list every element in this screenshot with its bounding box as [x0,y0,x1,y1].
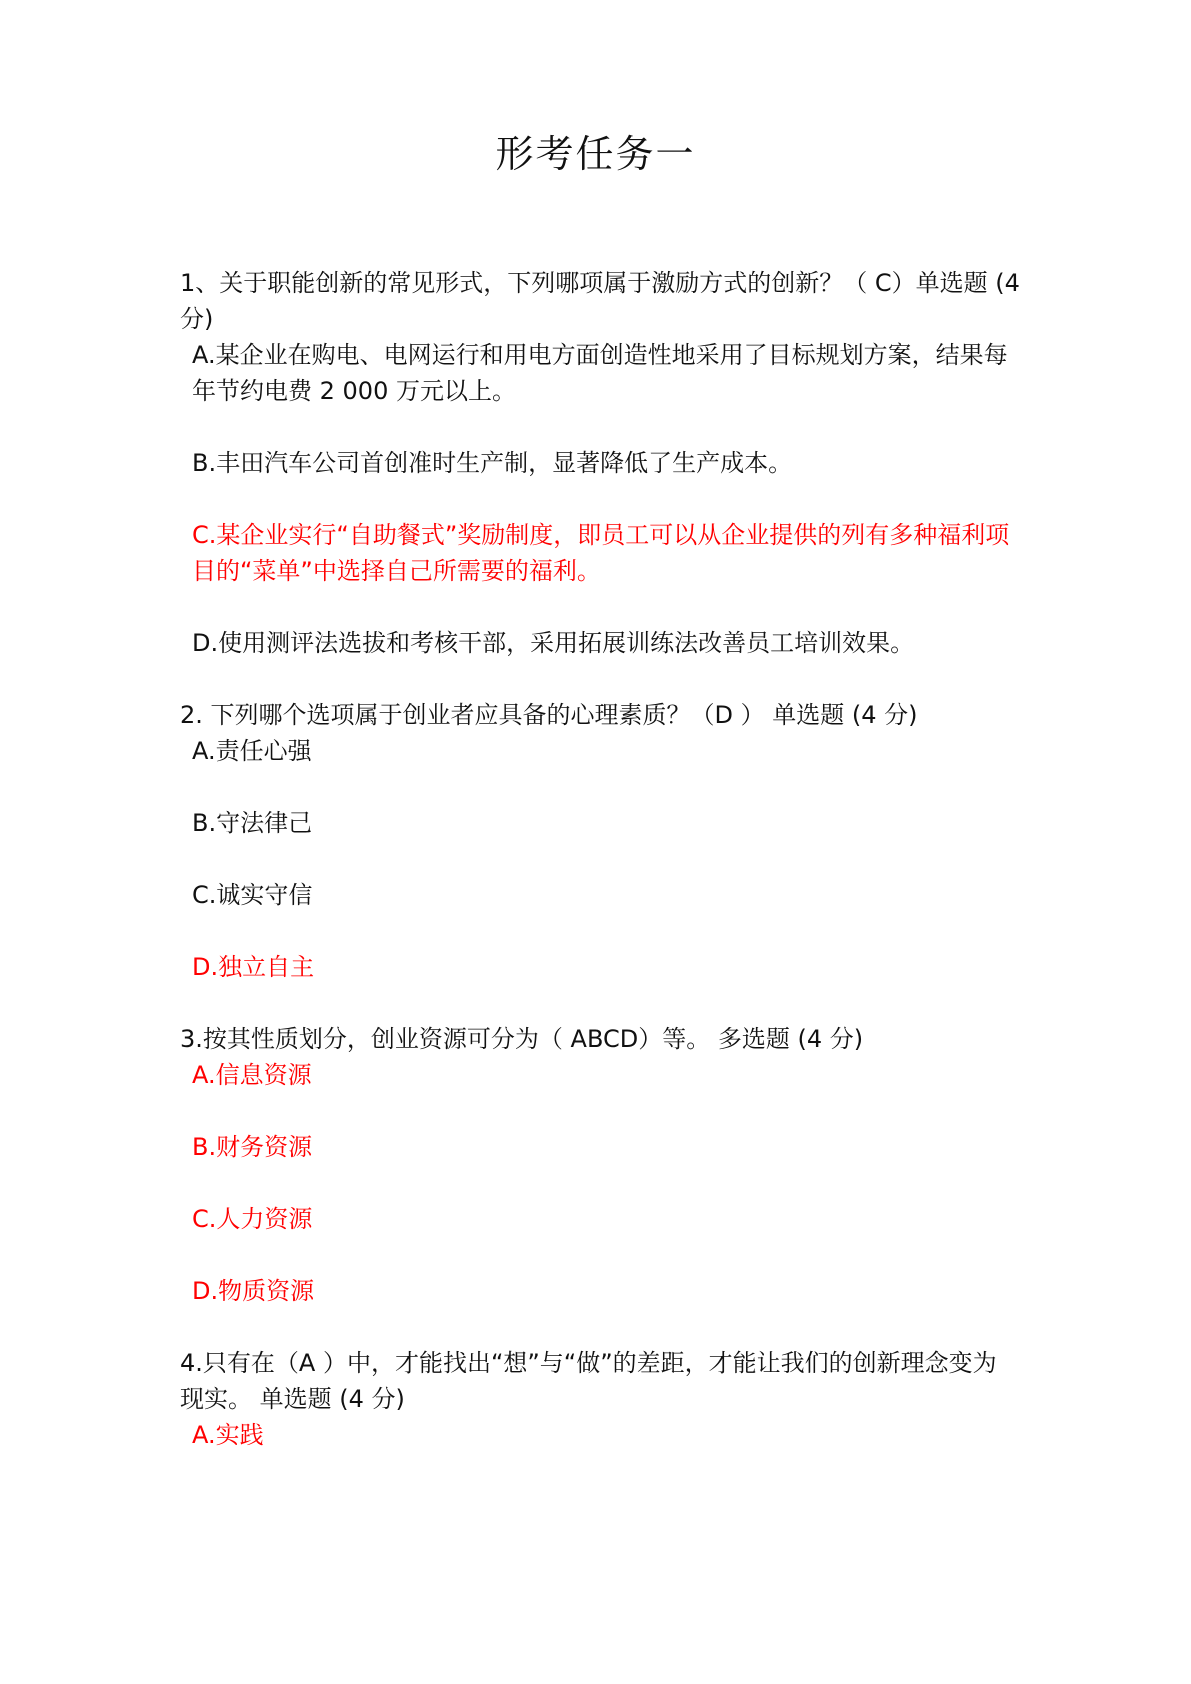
option-a-correct: A.实践 [192,1421,264,1449]
question-2 [180,697,1020,1021]
question-1 [180,265,1020,697]
option-d-correct: D.独立自主 [192,953,315,981]
option-b-correct: B.财务资源 [192,1133,313,1161]
option-d-correct: D.物质资源 [192,1277,315,1305]
page-title: 形考任务一 [495,132,696,176]
option-b: B.守法律己 [192,809,313,837]
question-list [180,265,1020,1453]
option-c-correct: C.人力资源 [192,1205,313,1233]
option-c-correct: C.某企业实行“自助餐式”奖励制度，即员工可以从企业提供的列有多种福利项目的“菜单”中选择自己所需要的福利。 [192,521,1010,585]
option-a: A.责任心强 [192,737,312,765]
question-4 [180,1345,1020,1453]
question-stem: 2. 下列哪个选项属于创业者应具备的心理素质？（D ） 单选题 (4 分) [180,701,918,729]
question-stem: 1、关于职能创新的常见形式，下列哪项属于激励方式的创新？（ C）单选题 (4 分) [180,269,1020,333]
question-3 [180,1021,1020,1345]
option-a: A.某企业在购电、电网运行和用电方面创造性地采用了目标规划方案，结果每年节约电费 2 000 万元以上。 [192,341,1008,405]
option-c: C.诚实守信 [192,881,313,909]
option-a-correct: A.信息资源 [192,1061,312,1089]
question-stem: 3.按其性质划分，创业资源可分为（ ABCD）等。 多选题 (4 分) [180,1025,864,1053]
option-b: B.丰田汽车公司首创准时生产制，显著降低了生产成本。 [192,449,793,477]
option-d: D.使用测评法选拔和考核干部，采用拓展训练法改善员工培训效果。 [192,629,915,657]
question-stem: 4.只有在（A ）中，才能找出“想”与“做”的差距，才能让我们的创新理念变为现实。 单选题 (4 分) [180,1349,997,1413]
